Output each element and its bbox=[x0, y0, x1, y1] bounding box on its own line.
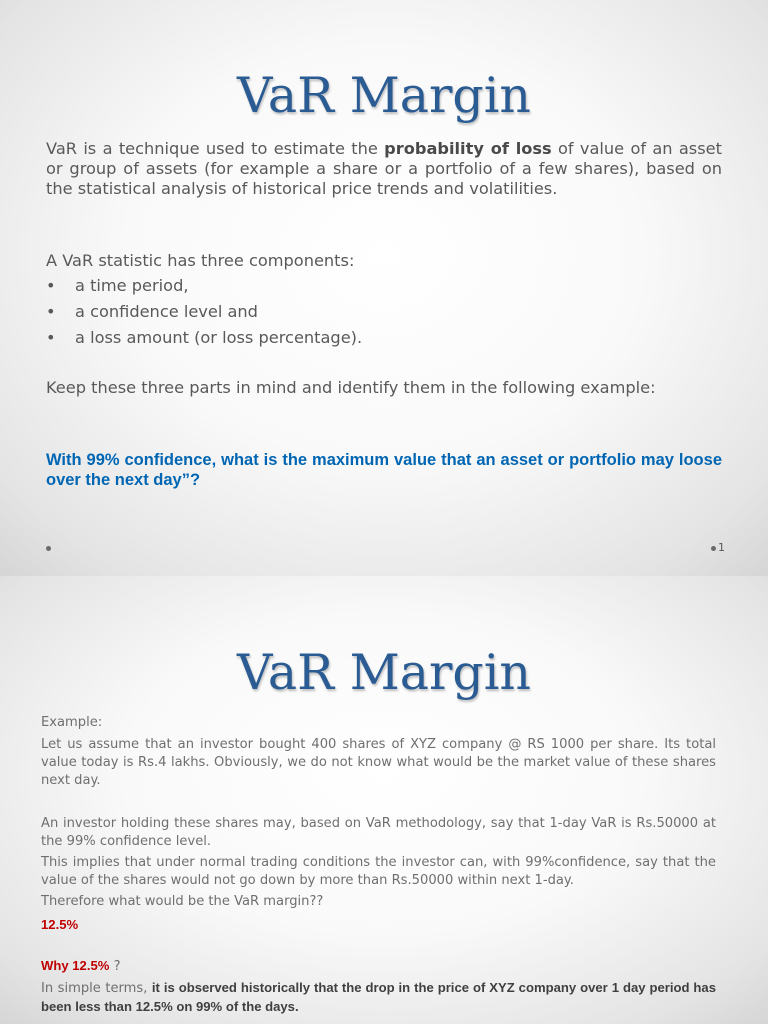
margin-answer: 12.5% bbox=[41, 917, 79, 932]
margin-question: Therefore what would be the VaR margin?? bbox=[41, 894, 324, 909]
var-definition: VaR is a technique used to estimate the probability of loss of value of an asset or group of assets (for example a share or a portfolio of a few shares), based on the statistical analysis of historical price trends and volatilities. bbox=[46, 139, 722, 198]
page-number-bullet-icon bbox=[711, 546, 716, 551]
page-number: 1 bbox=[718, 541, 725, 554]
slide-2 bbox=[0, 576, 768, 1024]
footer-bullet-icon bbox=[46, 546, 51, 551]
var-statement-paragraph: An investor holding these shares may, based on VaR methodology, say that 1-day VaR is Rs.50000 at the 99% confidence level. bbox=[41, 816, 716, 849]
example-question: With 99% confidence, what is the maximum value that an asset or portfolio may loose over the next day”? bbox=[46, 451, 722, 489]
list-item: • a confidence level and bbox=[46, 299, 722, 325]
bullet-icon: • bbox=[46, 276, 56, 295]
slide-title: VaR Margin bbox=[237, 644, 531, 701]
components-intro: A VaR statistic has three components: bbox=[46, 251, 355, 270]
list-item: • a time period, bbox=[46, 273, 722, 299]
bullet-icon: • bbox=[46, 302, 56, 321]
slide-title: VaR Margin bbox=[237, 67, 531, 124]
implication-paragraph: This implies that under normal trading conditions the investor can, with 99%confidence, say that the value of the shares would not go down by more than Rs.50000 within next 1-day. bbox=[41, 855, 716, 888]
explanation-paragraph: In simple terms, it is observed historically that the drop in the price of XYZ company over 1 day period has been less than 12.5% on 99% of the days. bbox=[41, 980, 716, 1014]
bullet-icon: • bbox=[46, 328, 56, 347]
scenario-paragraph: Let us assume that an investor bought 400 shares of XYZ company @ RS 1000 per share. Its total value today is Rs.4 lakhs. Obviously, we do not know what would be the market value of these shares next day. bbox=[41, 737, 716, 788]
keep-in-mind-text: Keep these three parts in mind and identify them in the following example: bbox=[46, 378, 656, 397]
probability-of-loss-emphasis: probability of loss bbox=[384, 139, 552, 158]
example-label: Example: bbox=[41, 715, 103, 730]
why-question: Why 12.5% ? bbox=[41, 958, 121, 974]
components-list bbox=[46, 273, 722, 351]
list-item: • a loss amount (or loss percentage). bbox=[46, 325, 722, 351]
